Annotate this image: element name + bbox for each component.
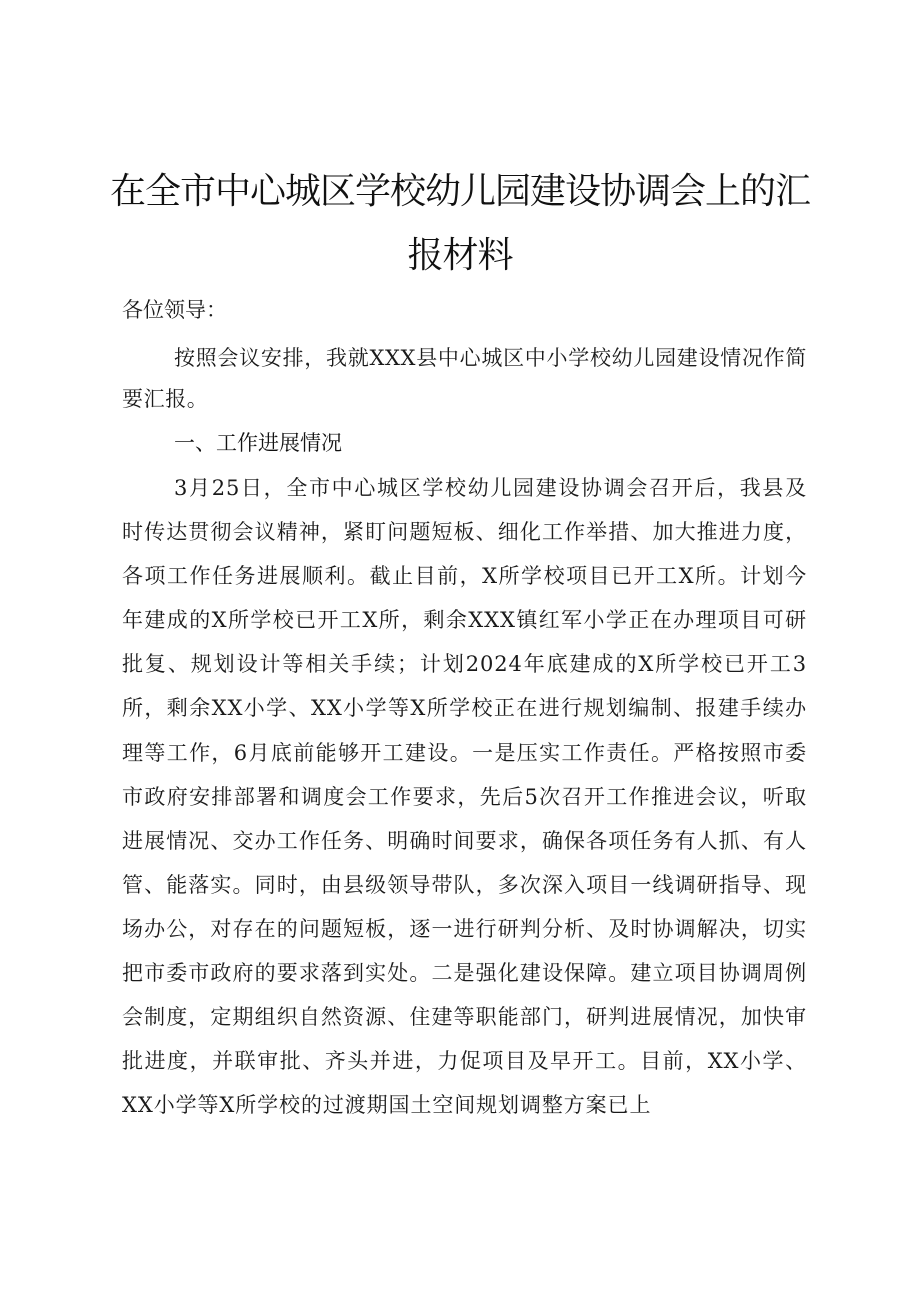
section-heading: 一、工作进展情况	[174, 431, 342, 455]
section-body-paragraph: 3月25日，全市中心城区学校幼儿园建设协调会召开后，我县及时传达贯彻会议精神，紧盯问题短板、细化工作举措、加大推进力度，各项工作任务进展顺利。截止目前，X所学校项目已开工X所。计划今年建成的X所学校已开工X所，剩余XXX镇红军小学正在办理项目可研批复、规划设计等相关手续；计划2024年底建成的X所学校已开工3所，剩余XX小学、XX小学等X所学校正在进行规划编制、报建手续办理等工作，6月底前能够开工建设。一是压实工作责任。严格按照市委市政府安排部署和调度会工作要求，先后5次召开工作推进会议，听取进展情况、交办工作任务、明确时间要求，确保各项任务有人抓、有人管、能落实。同时，由县级领导带队，多次深入项目一线调研指导、现场办公，对存在的问题短板，逐一进行研判分析、及时协调解决，切实把市委市政府的要求落到实处。二是强化建设保障。建立项目协调周例会制度，定期组织自然资源、住建等职能部门，研判进展情况，加快审批进度，并联审批、齐头并进，力促项目及早开工。目前，XX小学、XX小学等X所学校的过渡期国土空间规划调整方案已上	[122, 476, 807, 1118]
intro-paragraph: 按照会议安排，我就XXX县中心城区中小学校幼儿园建设情况作简要汇报。	[122, 346, 807, 411]
document-title-line-1: 在全市中心城区学校幼儿园建设协调会上的汇	[109, 171, 810, 212]
salutation: 各位领导：	[122, 298, 227, 322]
document-title-line-2: 报材料	[407, 235, 513, 276]
